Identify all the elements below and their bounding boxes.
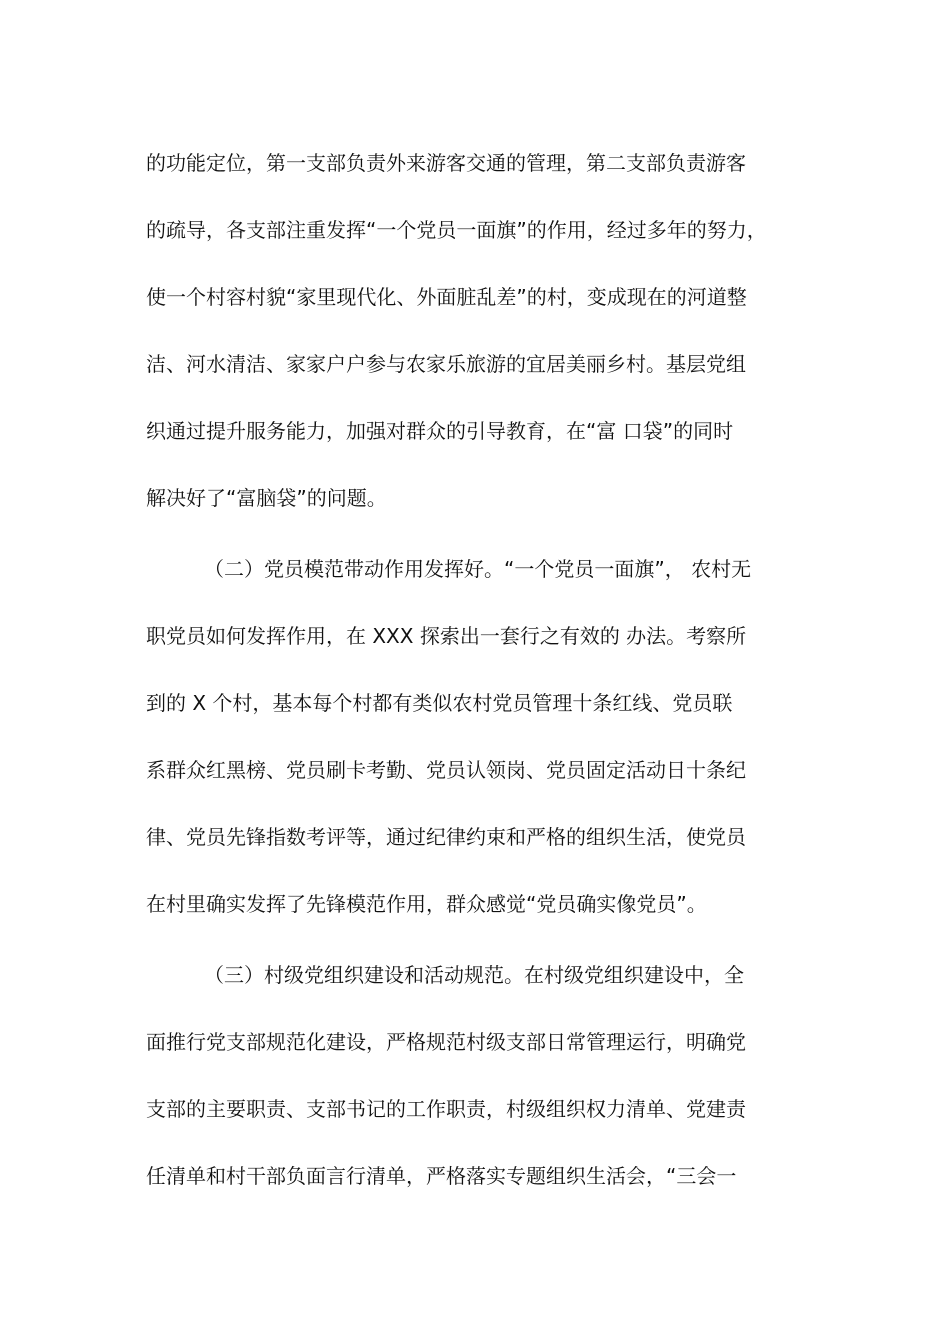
text-line: 职党员如何发挥作用，在 XXX 探索出一套行之有效的 办法。考察所 xyxy=(146,624,747,648)
text-line: 使一个村容村貌“家里现代化、外面脏乱差”的村，变成现在的河道整 xyxy=(146,285,747,309)
text-line: 任清单和村干部负面言行清单，严格落实专题组织生活会，“三会一 xyxy=(146,1164,737,1188)
text-line: 在村里确实发挥了先锋模范作用，群众感觉“党员确实像党员”。 xyxy=(146,892,707,916)
text-line: 支部的主要职责、支部书记的工作职责，村级组织权力清单、党建责 xyxy=(146,1097,746,1121)
text-line: 律、党员先锋指数考评等，通过纪律约束和严格的组织生活，使党员 xyxy=(146,825,746,849)
text-line: 解决好了“富脑袋”的问题。 xyxy=(146,486,387,510)
text-line: 洁、河水清洁、家家户户参与农家乐旅游的宜居美丽乡村。基层党组 xyxy=(146,352,746,376)
paragraph-heading-line: （三）村级党组织建设和活动规范。在村级党组织建设中，全 xyxy=(204,963,744,987)
text-line: 的疏导，各支部注重发挥“一个党员一面旗”的作用，经过多年的努力， xyxy=(146,218,767,242)
text-line: 系群众红黑榜、党员刷卡考勤、党员认领岗、党员固定活动日十条纪 xyxy=(146,758,746,782)
text-line: 面推行党支部规范化建设，严格规范村级支部日常管理运行，明确党 xyxy=(146,1030,746,1054)
text-line: 到的 X 个村，基本每个村都有类似农村党员管理十条红线、党员联 xyxy=(146,691,733,715)
text-line: 织通过提升服务能力，加强对群众的引导教育，在“富 口袋”的同时 xyxy=(146,419,734,443)
text-line: 的功能定位，第一支部负责外来游客交通的管理，第二支部负责游客 xyxy=(146,151,746,175)
paragraph-heading-line: （二）党员模范带动作用发挥好。“一个党员一面旗”， 农村无 xyxy=(204,557,752,581)
